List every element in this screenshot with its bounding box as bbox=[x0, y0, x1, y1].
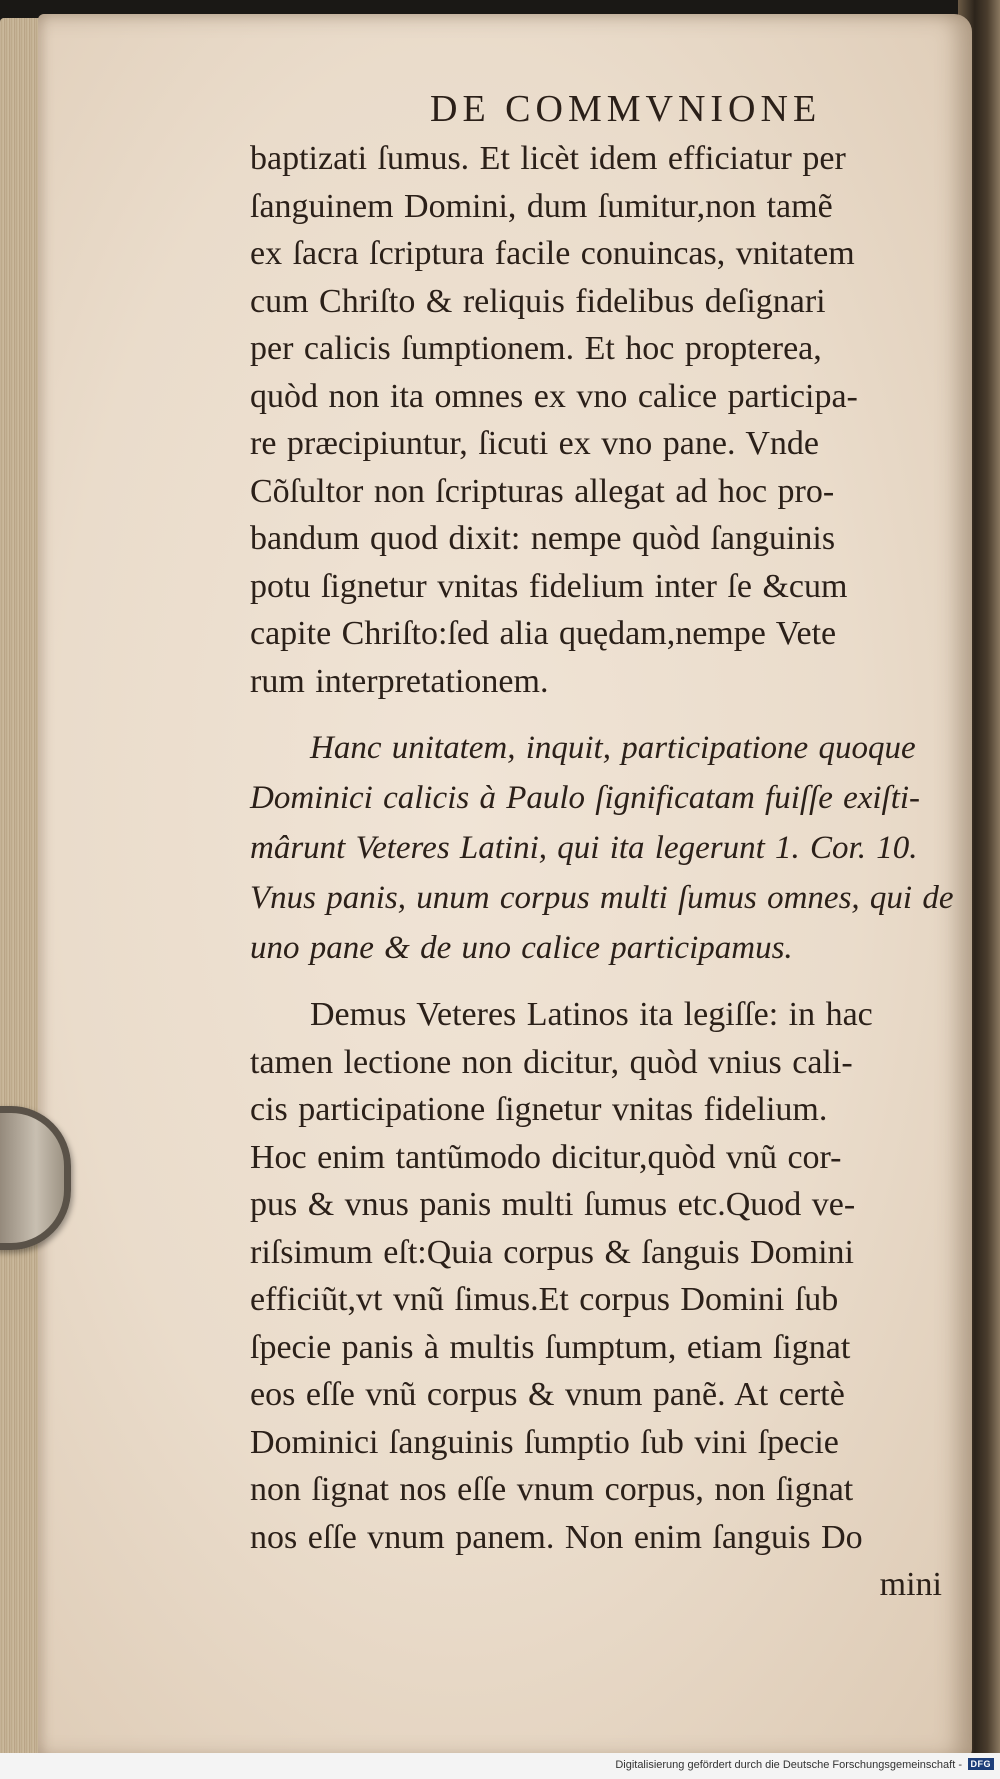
quote-line: uno pane & de uno calice participamus. bbox=[250, 930, 793, 966]
text-line: pus & vnus panis multi ſumus etc.Quod ve- bbox=[250, 1186, 856, 1223]
text-line: tamen lectione non dicitur, quòd vnius cali- bbox=[250, 1043, 853, 1081]
text-line: baptizati ſumus. Et licèt idem efficiatur per bbox=[250, 140, 846, 177]
funding-credit: Digitalisierung gefördert durch die Deutsche Forschungsgemeinschaft - bbox=[615, 1759, 962, 1771]
text-line: nos eſſe vnum panem. Non enim ſanguis Do bbox=[250, 1518, 863, 1556]
quote-line: mârunt Veteres Latini, qui ita legerunt 1. Cor. 10. bbox=[250, 830, 918, 866]
text-line: Demus Veteres Latinos ita legiſſe: in hac bbox=[310, 996, 873, 1033]
text-line: rum interpretationem. bbox=[250, 662, 549, 700]
text-line: ex ſacra ſcriptura facile conuincas, vnitatem bbox=[250, 235, 855, 272]
text-line: Cõſultor non ſcripturas allegat ad hoc pro- bbox=[250, 472, 835, 510]
quote-line: Dominici calicis à Paulo ſignificatam fuiſſe exiſti- bbox=[250, 780, 921, 816]
page-text bbox=[250, 85, 970, 1609]
text-line: riſsimum eſt:Quia corpus & ſanguis Domini bbox=[250, 1233, 855, 1271]
digitization-footer bbox=[0, 1753, 1000, 1779]
text-line: potu ſignetur vnitas fidelium inter ſe &cum bbox=[250, 567, 848, 605]
quote-line: Hanc unitatem, inquit, participatione quoque bbox=[310, 730, 916, 766]
text-line: capite Chriſto:ſed alia quędam,nempe Vete bbox=[250, 615, 837, 652]
text-line: per calicis ſumptionem. Et hoc propterea, bbox=[250, 330, 822, 367]
text-line: non ſignat nos eſſe vnum corpus, non ſignat bbox=[250, 1471, 854, 1508]
text-line: cum Chriſto & reliquis fidelibus deſignari bbox=[250, 282, 826, 320]
text-line: ſpecie panis à multis ſumptum, etiam ſignat bbox=[250, 1328, 851, 1366]
running-head: DE COMMVNIONE bbox=[430, 88, 822, 130]
text-line: efficiũt,vt vnũ ſimus.Et corpus Domini ſub bbox=[250, 1281, 839, 1318]
text-line: Dominici ſanguinis ſumptio ſub vini ſpecie bbox=[250, 1423, 839, 1461]
text-line: re præcipiuntur, ſicuti ex vno pane. Vnde bbox=[250, 425, 819, 462]
dfg-logo: DFG bbox=[968, 1758, 995, 1770]
text-line: eos eſſe vnũ corpus & vnum panẽ. At certè bbox=[250, 1376, 845, 1413]
text-line: Hoc enim tantũmodo dicitur,quòd vnũ cor- bbox=[250, 1138, 842, 1176]
catchword: mini bbox=[879, 1566, 942, 1603]
text-line: quòd non ita omnes ex vno calice participa- bbox=[250, 377, 858, 415]
text-line: cis participatione ſignetur vnitas fidelium. bbox=[250, 1091, 828, 1128]
text-line: ſanguinem Domini, dum ſumitur,non tamẽ bbox=[250, 187, 833, 225]
quote-line: Vnus panis, unum corpus multi ſumus omnes, qui de bbox=[250, 880, 954, 916]
text-line: bandum quod dixit: nempe quòd ſanguinis bbox=[250, 520, 836, 557]
